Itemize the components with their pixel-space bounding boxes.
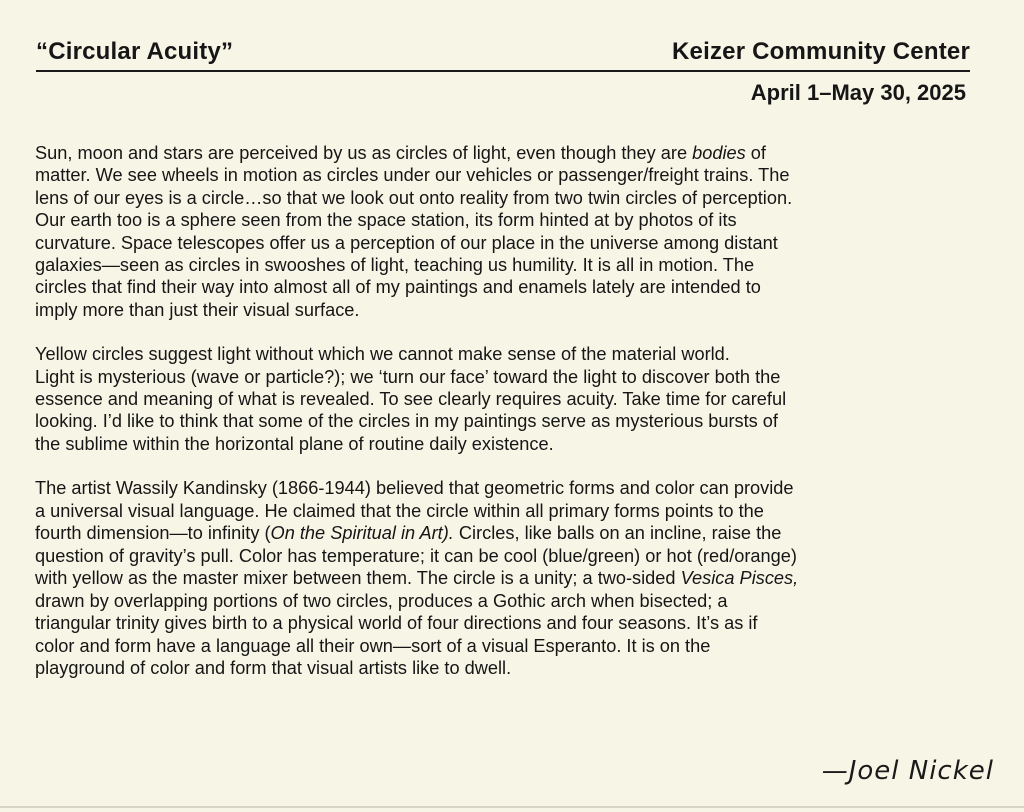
text-line: a universal visual language. He claimed that the circle within all primary forms points to the	[35, 500, 764, 521]
text-line: lens of our eyes is a circle…so that we look out onto reality from two twin circles of perception.	[35, 187, 793, 208]
paragraph-3	[35, 477, 995, 680]
exhibit-dates: April 1–May 30, 2025	[750, 80, 966, 105]
text-line: looking. I’d like to think that some of the circles in my paintings serve as mysterious bursts of	[35, 411, 778, 432]
text-line: curvature. Space telescopes offer us a perception of our place in the universe among distant	[35, 232, 778, 253]
text-line: Light is mysterious (wave or particle?); we ‘turn our face’ toward the light to discover both the	[35, 366, 781, 387]
text-line: imply more than just their visual surface.	[35, 299, 360, 320]
header-rule	[36, 34, 970, 72]
text-line: essence and meaning of what is revealed. To see clearly requires acuity. Take time for careful	[35, 389, 787, 410]
text-line: Our earth too is a sphere seen from the space station, its form hinted at by photos of its	[35, 210, 737, 231]
page-edge-divider	[0, 806, 1024, 808]
text-line	[35, 142, 995, 164]
text-line: the sublime within the horizontal plane of routine daily existence.	[35, 433, 554, 454]
venue-name: Keizer Community Center	[672, 38, 970, 65]
artist-signature: —Joel Nickel	[821, 756, 994, 786]
text-line: Yellow circles suggest light without which we cannot make sense of the material world.	[35, 344, 730, 365]
text-line: drawn by overlapping portions of two circles, produces a Gothic arch when bisected; a	[35, 590, 728, 611]
text-line: matter. We see wheels in motion as circles under our vehicles or passenger/freight trains. The	[35, 165, 790, 186]
artist-statement	[35, 142, 995, 702]
text-line: question of gravity’s pull. Color has temperature; it can be cool (blue/green) or hot (red/orange)	[35, 545, 797, 566]
text-line: playground of color and form that visual artists like to dwell.	[35, 658, 512, 679]
text-segment: Sun, moon and stars are perceived by us as circles of light, even though they are	[35, 143, 693, 163]
italic-segment: bodies	[692, 143, 746, 163]
text-line: triangular trinity gives birth to a physical world of four directions and four seasons. It’s as if	[35, 613, 758, 634]
italic-segment: On the Spiritual in Art).	[270, 523, 454, 544]
exhibit-title: “Circular Acuity”	[36, 38, 234, 65]
text-line: color and form have a language all their own—sort of a visual Esperanto. It is on the	[35, 635, 711, 656]
italic-segment: Vesica Pisces,	[680, 568, 799, 589]
paragraph-2	[35, 343, 995, 455]
text-segment: with yellow as the master mixer between them. The circle is a unity; a two-sided	[35, 568, 681, 589]
text-line: circles that find their way into almost all of my paintings and enamels lately are intended to	[35, 277, 761, 298]
text-segment: Circles, like balls on an incline, raise the	[453, 523, 782, 544]
text-line: galaxies—seen as circles in swooshes of light, teaching us humility. It is all in motion. The	[35, 255, 755, 276]
text-line	[35, 522, 995, 545]
text-segment: fourth dimension—to infinity (	[35, 523, 271, 544]
text-line	[35, 567, 995, 590]
text-segment: of	[745, 143, 766, 163]
text-line: The artist Wassily Kandinsky (1866-1944) believed that geometric forms and color can provide	[35, 478, 794, 499]
paragraph-1	[35, 142, 995, 321]
